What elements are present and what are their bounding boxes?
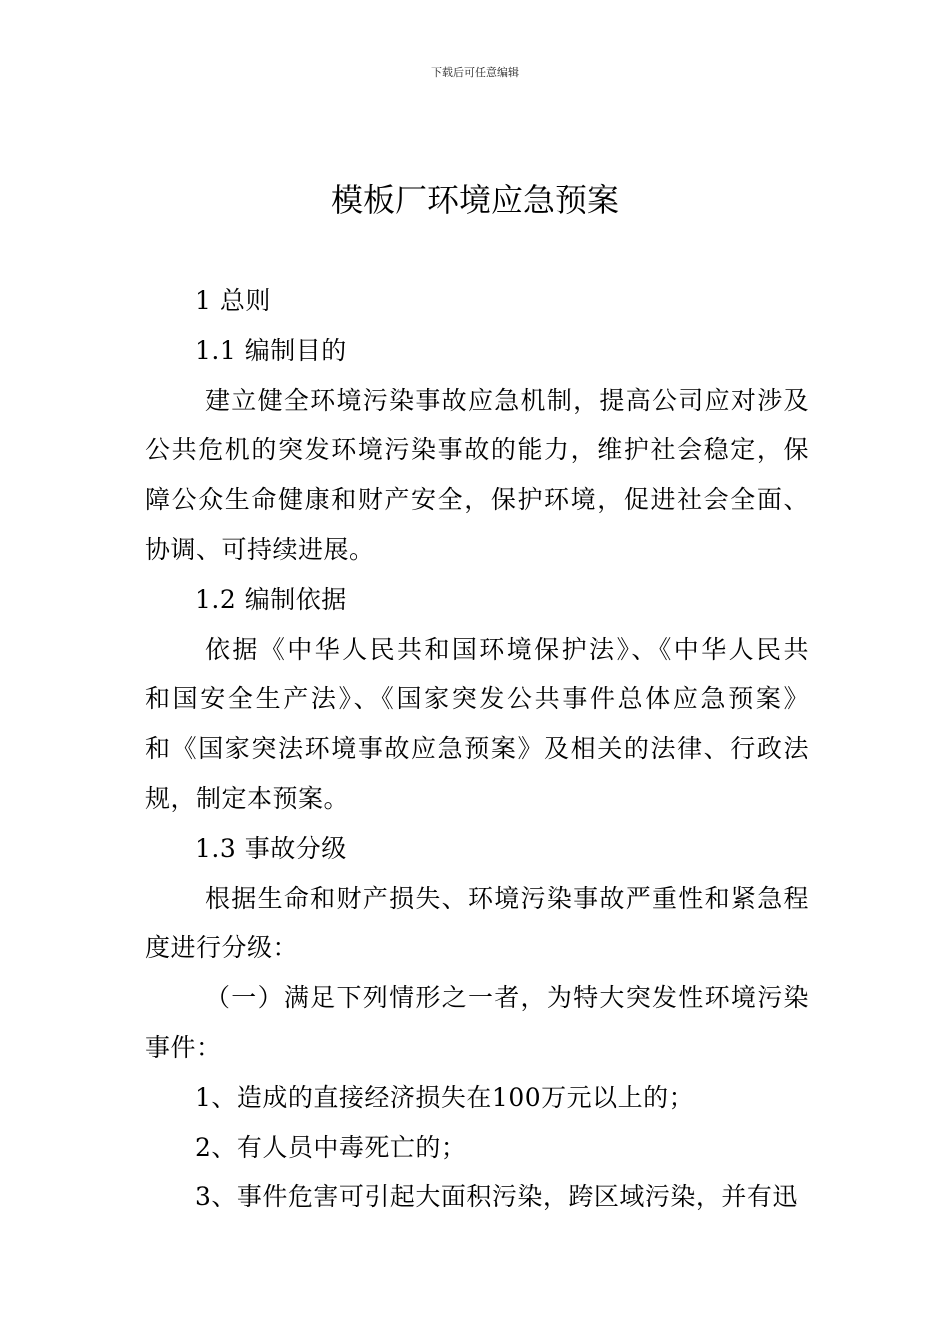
paragraph-line: 公共危机的突发环境污染事故的能力，维护社会稳定，保 (145, 435, 809, 465)
paragraph-line: 规，制定本预案。 (145, 783, 350, 813)
list-item: 1、造成的直接经济损失在100万元以上的； (195, 1082, 695, 1112)
paragraph-line: 和国安全生产法》、《国家突发公共事件总体应急预案》 (145, 684, 809, 714)
paragraph-line: 根据生命和财产损失、环境污染事故严重性和紧急程 (205, 883, 809, 913)
paragraph-line: 建立健全环境污染事故应急机制，提高公司应对涉及 (205, 385, 809, 415)
paragraph-line: 度进行分级： (145, 933, 299, 963)
paragraph-line: 依据《中华人民共和国环境保护法》、《中华人民共 (205, 634, 809, 664)
section-heading: 1 总则 (195, 286, 271, 315)
paragraph-line: （一）满足下列情形之一者，为特大突发性环境污染 (205, 983, 809, 1013)
paragraph-line: 障公众生命健康和财产安全，保护环境，促进社会全面、 (145, 485, 809, 515)
subsection-heading: 1.3 事故分级 (195, 833, 347, 863)
paragraph-line: 事件： (145, 1032, 222, 1062)
subsection-heading: 1.1 编制目的 (195, 335, 347, 365)
paragraph-line: 协调、可持续进展。 (145, 534, 375, 564)
subsection-heading: 1.2 编制依据 (195, 584, 347, 614)
document-title: 模板厂环境应急预案 (330, 181, 619, 219)
header-note: 下载后可任意编辑 (431, 66, 519, 79)
document-body (145, 276, 809, 1222)
paragraph-line: 和《国家突法环境事故应急预案》及相关的法律、行政法 (145, 734, 809, 764)
list-item: 2、有人员中毒死亡的； (195, 1132, 467, 1162)
list-item: 3、事件危害可引起大面积污染，跨区域污染，并有迅 (195, 1182, 798, 1212)
